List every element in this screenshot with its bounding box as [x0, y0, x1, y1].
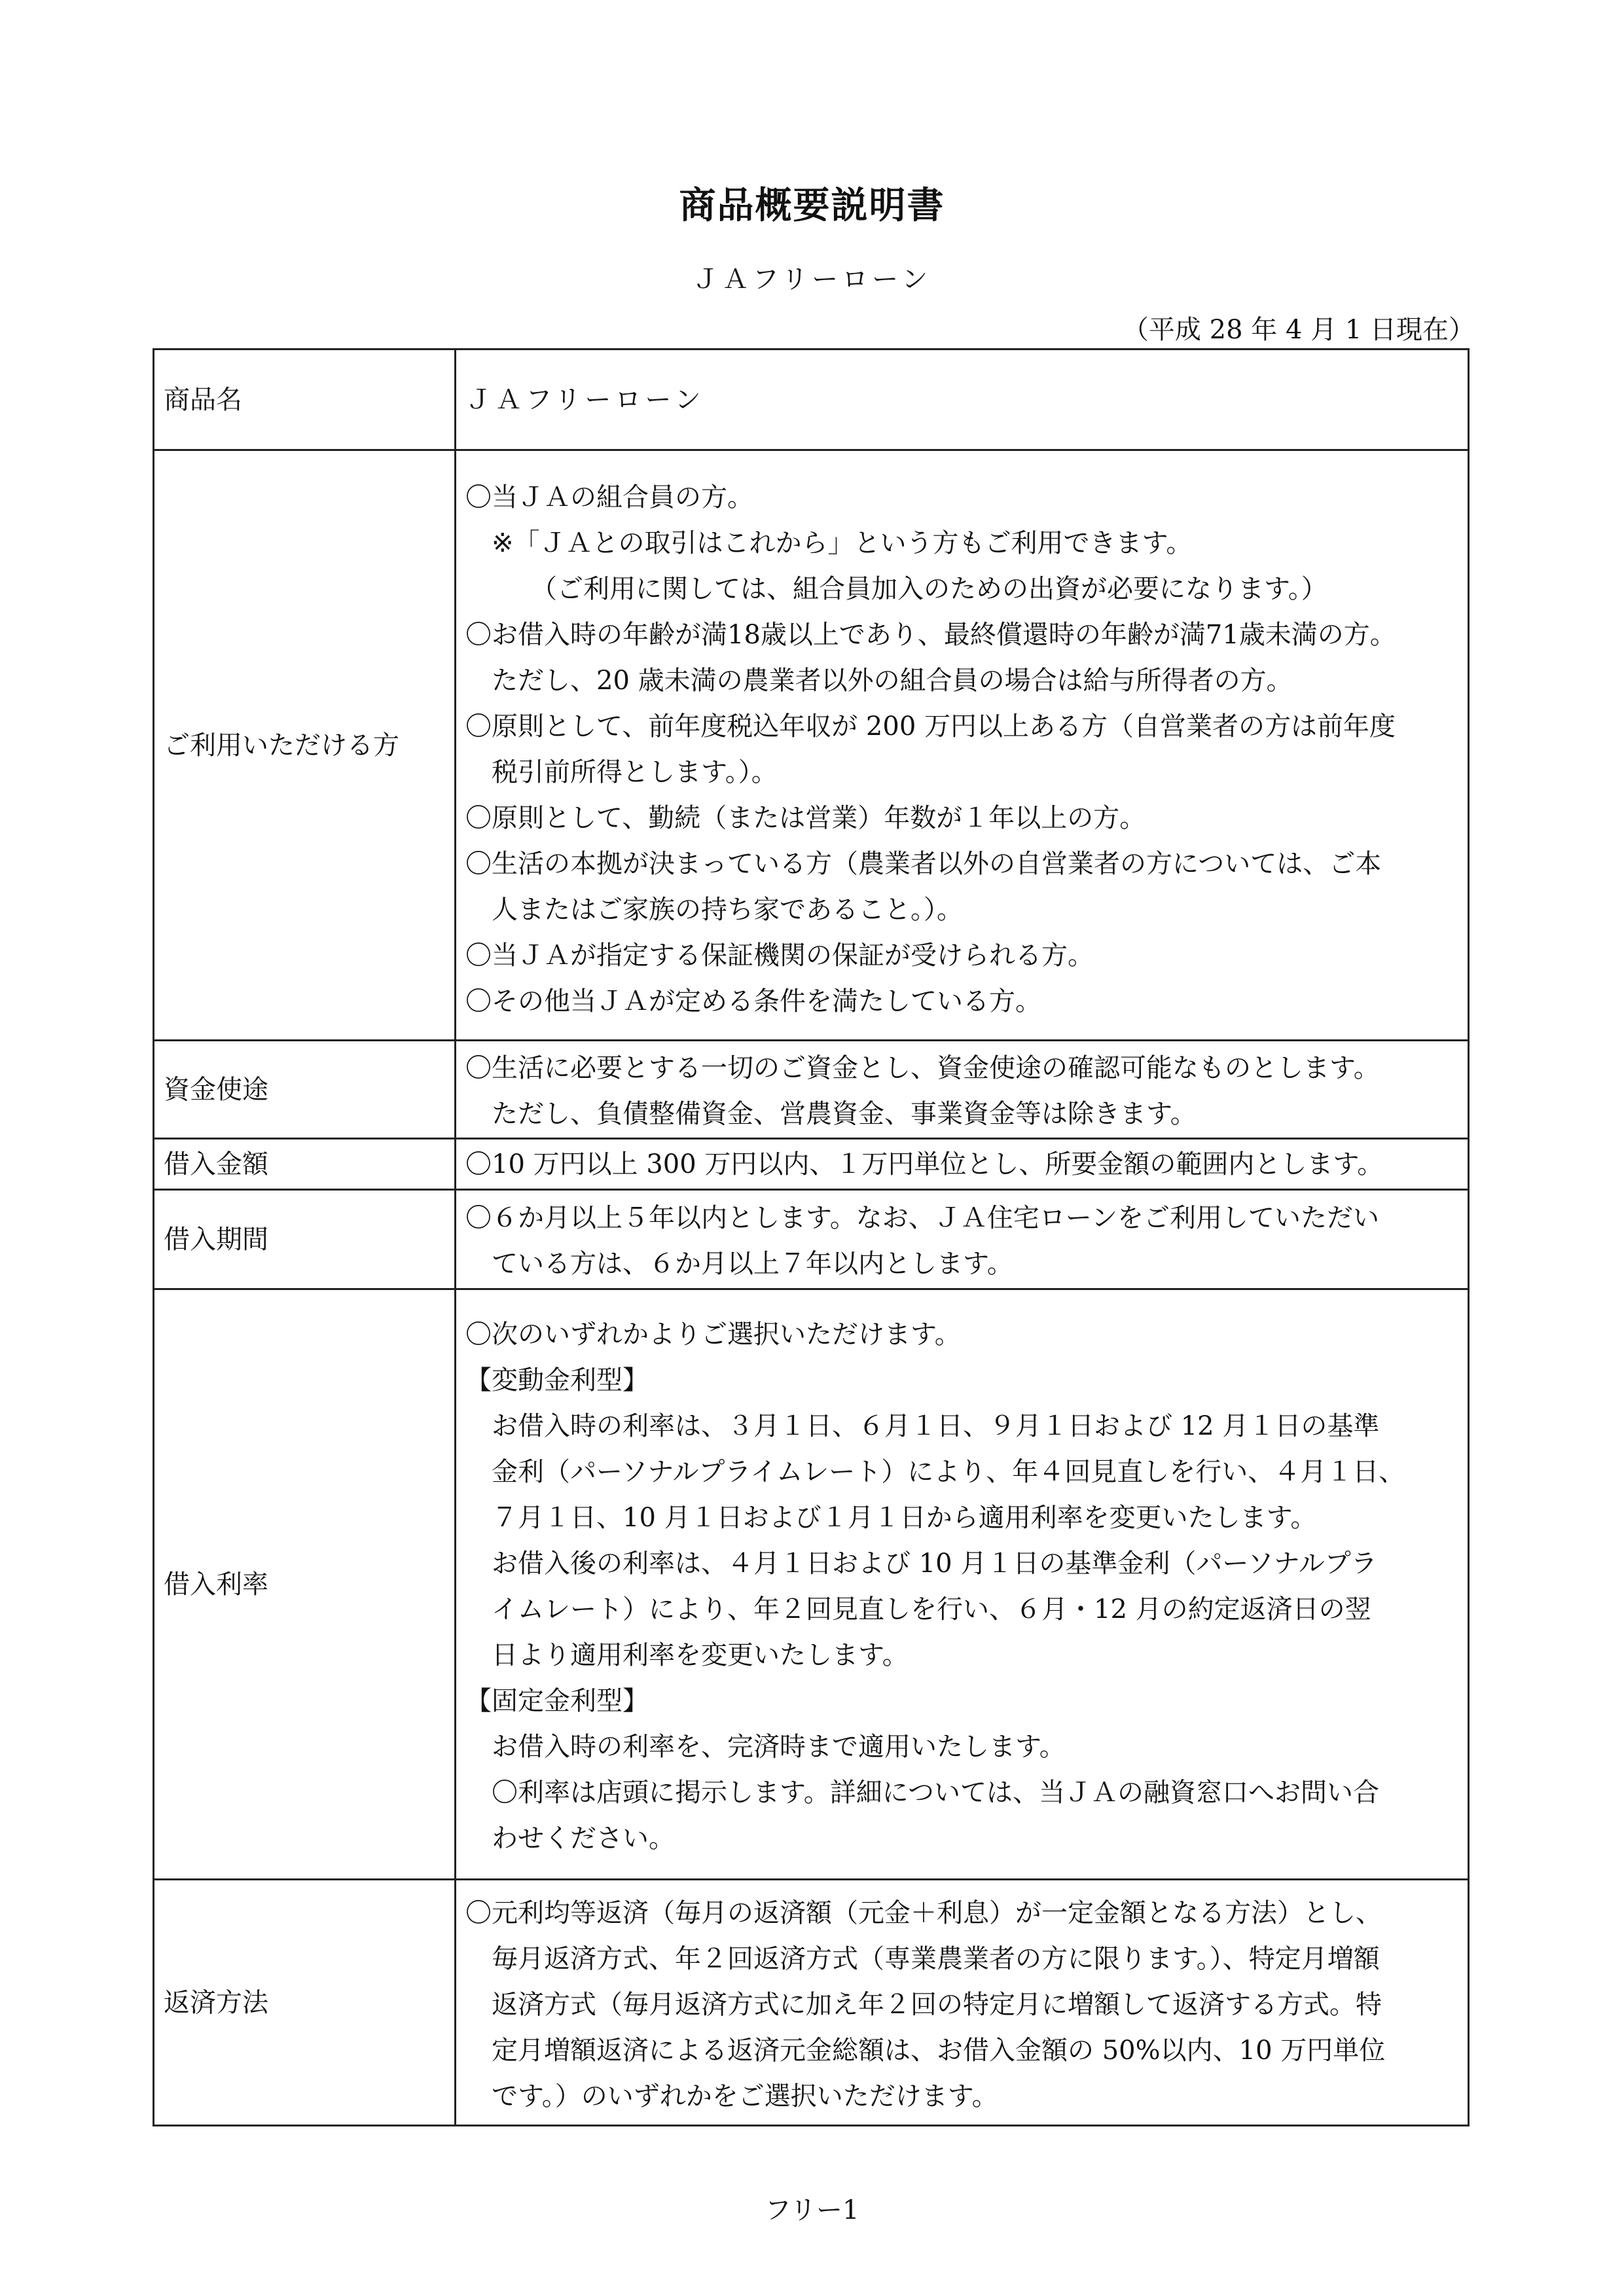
row-content-loan-period — [456, 1190, 1469, 1289]
content-line: 毎月返済方式、年２回返済方式（専業農業者の方に限ります。）、特定月増額 — [492, 1943, 1380, 1974]
section-heading-fixed-rate: 【固定金利型】 — [465, 1685, 649, 1716]
content-line: 〇６か月以上５年以内とします。なお、ＪＡ住宅ローンをご利用していただい — [465, 1202, 1379, 1233]
content-line: 〇当ＪＡの組合員の方。 — [465, 482, 753, 512]
content-line: 〇次のいずれかよりご選択いただけます。 — [465, 1319, 961, 1350]
row-content-product-name — [456, 350, 1469, 450]
content-line: 定月増額返済による返済元金総額は、お借入金額の 50%以内、10 万円単位 — [492, 2035, 1386, 2066]
content-line: 〇その他当ＪＡが定める条件を満たしている方。 — [465, 986, 1041, 1016]
row-label-eligibility: ご利用いただける方 — [154, 450, 456, 1041]
content-line: 〇お借入時の年齢が満18歳以上であり、最終償還時の年齢が満71歳未満の方。 — [465, 619, 1396, 650]
content-line: 税引前所得とします。）。 — [492, 757, 778, 787]
content-line: ７月１日、10 月１日および１月１日から適用利率を変更いたします。 — [492, 1502, 1317, 1533]
content-line: 〇当ＪＡが指定する保証機関の保証が受けられる方。 — [465, 940, 1094, 971]
content-line: ただし、20 歳未満の農業者以外の組合員の場合は給与所得者の方。 — [492, 665, 1293, 696]
table-row — [154, 350, 1469, 450]
content-line: わせください。 — [492, 1823, 675, 1854]
content-line: ただし、負債整備資金、営農資金、事業資金等は除きます。 — [492, 1098, 1197, 1129]
row-content-eligibility — [456, 450, 1469, 1041]
row-label-repayment-method: 返済方法 — [154, 1880, 456, 2126]
table-row — [154, 1289, 1469, 1880]
row-content-repayment-method — [456, 1880, 1469, 2126]
content-line: お借入時の利率は、３月１日、６月１日、９月１日および 12 月１日の基準 — [492, 1410, 1380, 1441]
content-line: 〇元利均等返済（毎月の返済額（元金＋利息）が一定金額となる方法）とし、 — [465, 1897, 1382, 1928]
content-line: （ご利用に関しては、組合員加入のための出資が必要になります。） — [531, 573, 1327, 604]
table-row — [154, 1041, 1469, 1139]
content-line: お借入時の利率を、完済時まで適用いたします。 — [492, 1731, 1066, 1762]
content-line: 〇生活の本拠が決まっている方（農業者以外の自営業者の方については、ご本 — [465, 848, 1382, 879]
content-line: 日より適用利率を変更いたします。 — [492, 1640, 909, 1670]
row-label-loan-period: 借入期間 — [154, 1190, 456, 1289]
date-note: （平成 28 年 4 月 1 日現在） — [1122, 315, 1475, 345]
content-line: ※「ＪＡとの取引はこれから」という方もご利用できます。 — [492, 528, 1193, 558]
page-footer: フリー1 — [765, 2195, 859, 2225]
row-label-interest-rate: 借入利率 — [154, 1289, 456, 1880]
product-summary-table — [153, 348, 1470, 2126]
content-line: イムレート）により、年２回見直しを行い、６月・12 月の約定返済日の翌 — [492, 1594, 1371, 1624]
table-row — [154, 450, 1469, 1041]
table-row — [154, 1139, 1469, 1190]
row-content-loan-amount — [456, 1139, 1469, 1190]
document-title: 商品概要説明書 — [679, 185, 945, 227]
row-content-interest-rate — [456, 1289, 1469, 1880]
content-line: 〇生活に必要とする一切のご資金とし、資金使途の確認可能なものとします。 — [465, 1052, 1380, 1083]
content-line: ている方は、６か月以上７年以内とします。 — [492, 1248, 1013, 1279]
content-line: 金利（パーソナルプライムレート）により、年４回見直しを行い、４月１日、 — [492, 1456, 1405, 1487]
content-line: 返済方式（毎月返済方式に加え年２回の特定月に増額して返済する方式。特 — [492, 1989, 1382, 2020]
row-label-product-name: 商品名 — [154, 350, 456, 450]
row-label-loan-amount: 借入金額 — [154, 1139, 456, 1190]
content-line: 〇原則として、前年度税込年収が 200 万円以上ある方（自営業者の方は前年度 — [465, 711, 1396, 742]
table-row — [154, 1190, 1469, 1289]
table-row — [154, 1880, 1469, 2126]
content-line: 人またはご家族の持ち家であること。）。 — [492, 894, 963, 925]
content-line: お借入後の利率は、４月１日および 10 月１日の基準金利（パーソナルプラ — [492, 1548, 1377, 1579]
content-line: です。）のいずれかをご選択いただけます。 — [492, 2081, 998, 2111]
content-line: 〇利率は店頭に掲示します。詳細については、当ＪＡの融資窓口へお問い合 — [492, 1777, 1379, 1808]
content-line: 〇原則として、勤続（または営業）年数が１年以上の方。 — [465, 802, 1146, 833]
document-subtitle: ＪＡフリーローン — [692, 264, 932, 295]
content-line: 〇10 万円以上 300 万円以内、１万円単位とし、所要金額の範囲内とします。 — [465, 1149, 1384, 1179]
row-label-fund-use: 資金使途 — [154, 1041, 456, 1139]
section-heading-variable-rate: 【変動金利型】 — [465, 1365, 649, 1395]
content-line: ＪＡフリーローン — [465, 384, 705, 415]
row-content-fund-use — [456, 1041, 1469, 1139]
